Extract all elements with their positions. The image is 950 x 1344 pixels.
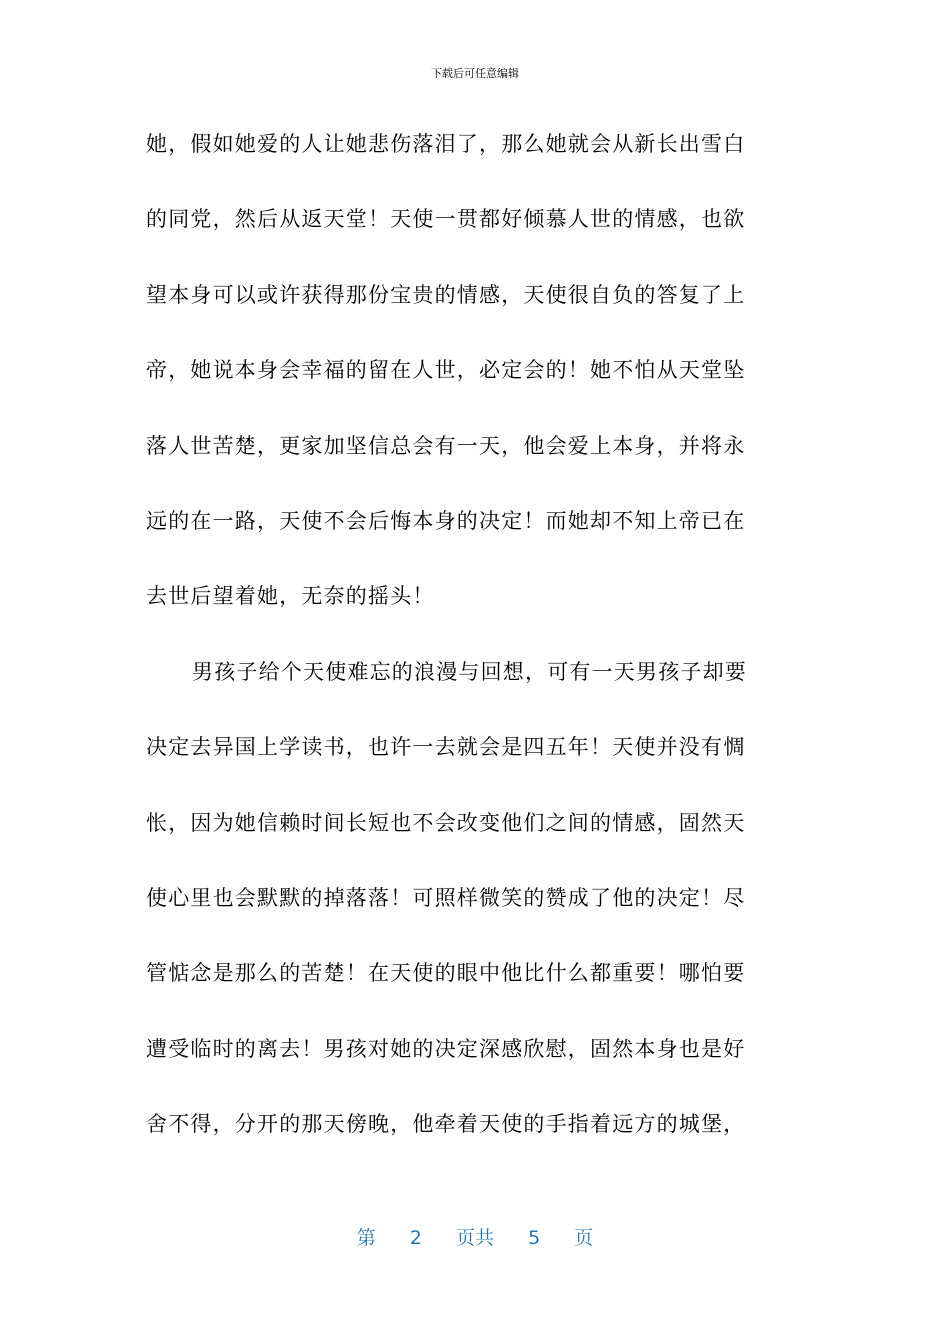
footer-suffix: 页 xyxy=(574,1227,594,1249)
text-line: 决定去异国上学读书，也许一去就会是四五年！天使并没有惆 xyxy=(146,735,746,760)
text-line: 去世后望着她，无奈的摇头！ xyxy=(146,584,435,609)
text-line: 男孩子给个天使难忘的浪漫与回想，可有一天男孩子却要 xyxy=(192,659,747,684)
page-number-footer xyxy=(0,1224,950,1252)
text-line: 望本身可以或许获得那份宝贵的情感，天使很自负的答复了上 xyxy=(146,282,746,307)
text-line: 远的在一路，天使不会后悔本身的决定！而她却不知上帝已在 xyxy=(146,508,746,533)
footer-middle: 页共 xyxy=(455,1227,494,1249)
text-line: 遭受临时的离去！男孩对她的决定深感欣慰，固然本身也是好 xyxy=(146,1036,746,1061)
footer-total-pages: 5 xyxy=(528,1227,541,1249)
text-line: 舍不得，分开的那天傍晚，他牵着天使的手指着远方的城堡， xyxy=(146,1112,746,1137)
text-line: 帝，她说本身会幸福的留在人世，必定会的！她不怕从天堂坠 xyxy=(146,358,746,383)
text-line: 使心里也会默默的掉落落！可照样微笑的赞成了他的决定！尽 xyxy=(146,885,746,910)
footer-prefix: 第 xyxy=(356,1227,376,1249)
text-line: 她，假如她爱的人让她悲伤落泪了，那么她就会从新长出雪白 xyxy=(146,132,746,156)
text-line: 的同党，然后从返天堂！天使一贯都好倾慕人世的情感，也欲 xyxy=(146,207,746,232)
text-line: 怅，因为她信赖时间长短也不会改变他们之间的情感，固然天 xyxy=(146,810,746,835)
footer-page-number: 2 xyxy=(409,1227,422,1249)
document-body xyxy=(146,114,791,1169)
page-header-note: 下载后可任意编辑 xyxy=(431,67,519,80)
text-line: 落人世苦楚，更家加坚信总会有一天，他会爱上本身，并将永 xyxy=(146,433,746,458)
text-line: 管惦念是那么的苦楚！在天使的眼中他比什么都重要！哪怕要 xyxy=(146,961,746,986)
